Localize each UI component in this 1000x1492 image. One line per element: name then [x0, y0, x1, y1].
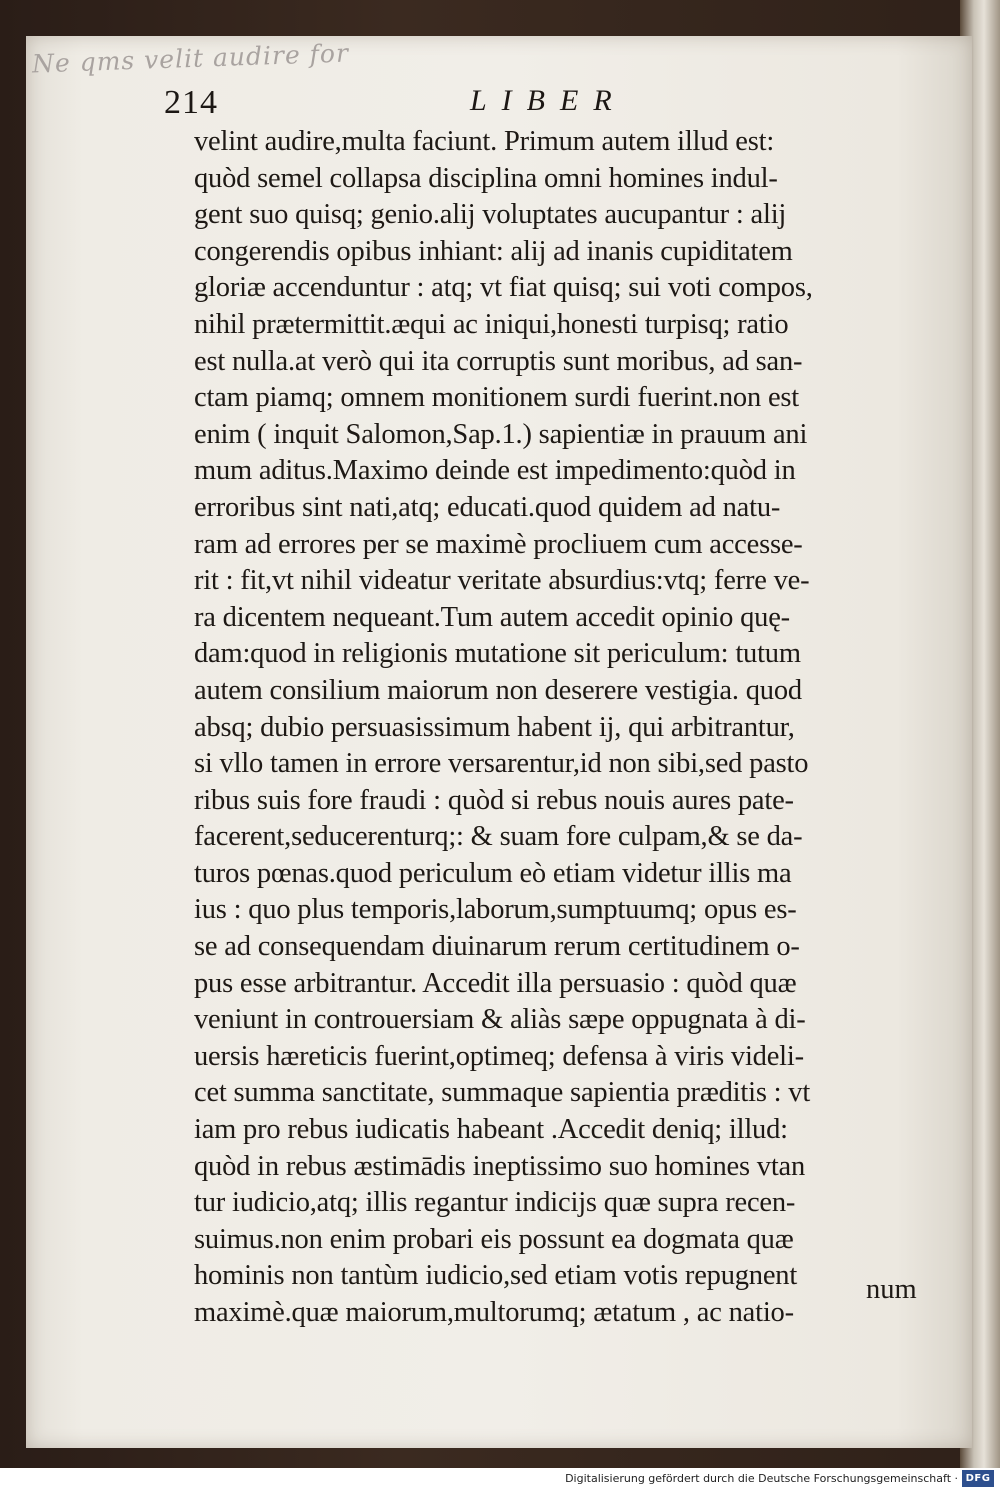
text-line: quòd semel collapsa disciplina omni homines indul- — [194, 162, 778, 194]
text-line: cet summa sanctitate, summaque sapientia præditis : vt — [194, 1077, 811, 1109]
text-line: uersis hæreticis fuerint,optimeq; defensa à viris videli- — [194, 1040, 804, 1072]
text-line: autem consilium maiorum non deserere vestigia. quod — [194, 674, 802, 706]
text-line: ius : quo plus temporis,laborum,sumptuumq; opus es- — [194, 894, 797, 926]
dfg-logo-icon: DFG — [962, 1470, 994, 1487]
text-line: veniunt in controuersiam & aliàs sæpe oppugnata à di- — [194, 1004, 806, 1036]
text-line: tur iudicio,atq; illis regantur indicijs quæ supra recen- — [194, 1187, 796, 1219]
text-line: quòd in rebus æstimādis ineptissimo suo homines vtan — [194, 1150, 806, 1182]
text-line: enim ( inquit Salomon,Sap.1.) sapientiæ in prauum ani — [194, 418, 808, 450]
running-head: LIBER — [470, 84, 627, 117]
text-line: se ad consequendam diuinarum rerum certitudinem o- — [194, 931, 800, 963]
text-line: ctam piamq; omnem monitionem surdi fuerint.non est — [194, 382, 800, 414]
catchword: num — [866, 1274, 917, 1305]
text-line: velint audire,multa faciunt. Primum autem illud est: — [194, 126, 775, 157]
body-text — [194, 124, 934, 1332]
text-line: rit : fit,vt nihil videatur veritate absurdius:vtq; ferre ve- — [194, 565, 810, 597]
funding-credit: Digitalisierung gefördert durch die Deutsche Forschungsgemeinschaft · — [565, 1472, 958, 1485]
handwritten-annotation: Ne qms velit audire for — [31, 38, 350, 79]
text-line: facerent,seducerenturq;: & suam fore culpam,& se da- — [194, 821, 803, 853]
text-line: est nulla.at verò qui ita corruptis sunt moribus, ad san- — [194, 345, 803, 377]
text-line: ra dicentem nequeant.Tum autem accedit opinio quę- — [194, 601, 790, 633]
text-line: congerendis opibus inhiant: alij ad inanis cupiditatem — [194, 235, 793, 267]
text-line: si vllo tamen in errore versarentur,id non sibi,sed pasto — [194, 748, 809, 780]
text-line: pus esse arbitrantur. Accedit illa persuasio : quòd quæ — [194, 967, 797, 999]
text-line: erroribus sint nati,atq; educati.quod quidem ad natu- — [194, 491, 781, 523]
text-line: ribus suis fore fraudi : quòd si rebus nouis aures pate- — [194, 784, 794, 816]
text-line: maximè.quæ maiorum,multorumq; ætatum , ac natio- — [194, 1297, 794, 1328]
text-line: turos pœnas.quod periculum eò etiam videtur illis ma — [194, 857, 792, 889]
text-line: ram ad errores per se maximè procliuem cum accesse- — [194, 528, 803, 560]
text-line: nihil prætermittit.æqui ac iniqui,honesti turpisq; ratio — [194, 308, 789, 340]
text-line: mum aditus.Maximo deinde est impedimento:quòd in — [194, 455, 796, 487]
text-line: dam:quod in religionis mutatione sit periculum: tutum — [194, 638, 801, 670]
text-line: gloriæ accenduntur : atq; vt fiat quisq; sui voti compos, — [194, 272, 813, 304]
text-line: gent suo quisq; genio.alij voluptates aucupantur : alij — [194, 199, 787, 231]
text-line: absq; dubio persuasissimum habent ij, qui arbitrantur, — [194, 711, 795, 743]
text-line: hominis non tantùm iudicio,sed etiam votis repugnent — [194, 1260, 798, 1292]
text-line: suimus.non enim probari eis possunt ea dogmata quæ — [194, 1223, 794, 1255]
text-line: iam pro rebus iudicatis habeant .Accedit deniq; illud: — [194, 1114, 788, 1146]
page-number: 214 — [164, 84, 218, 121]
